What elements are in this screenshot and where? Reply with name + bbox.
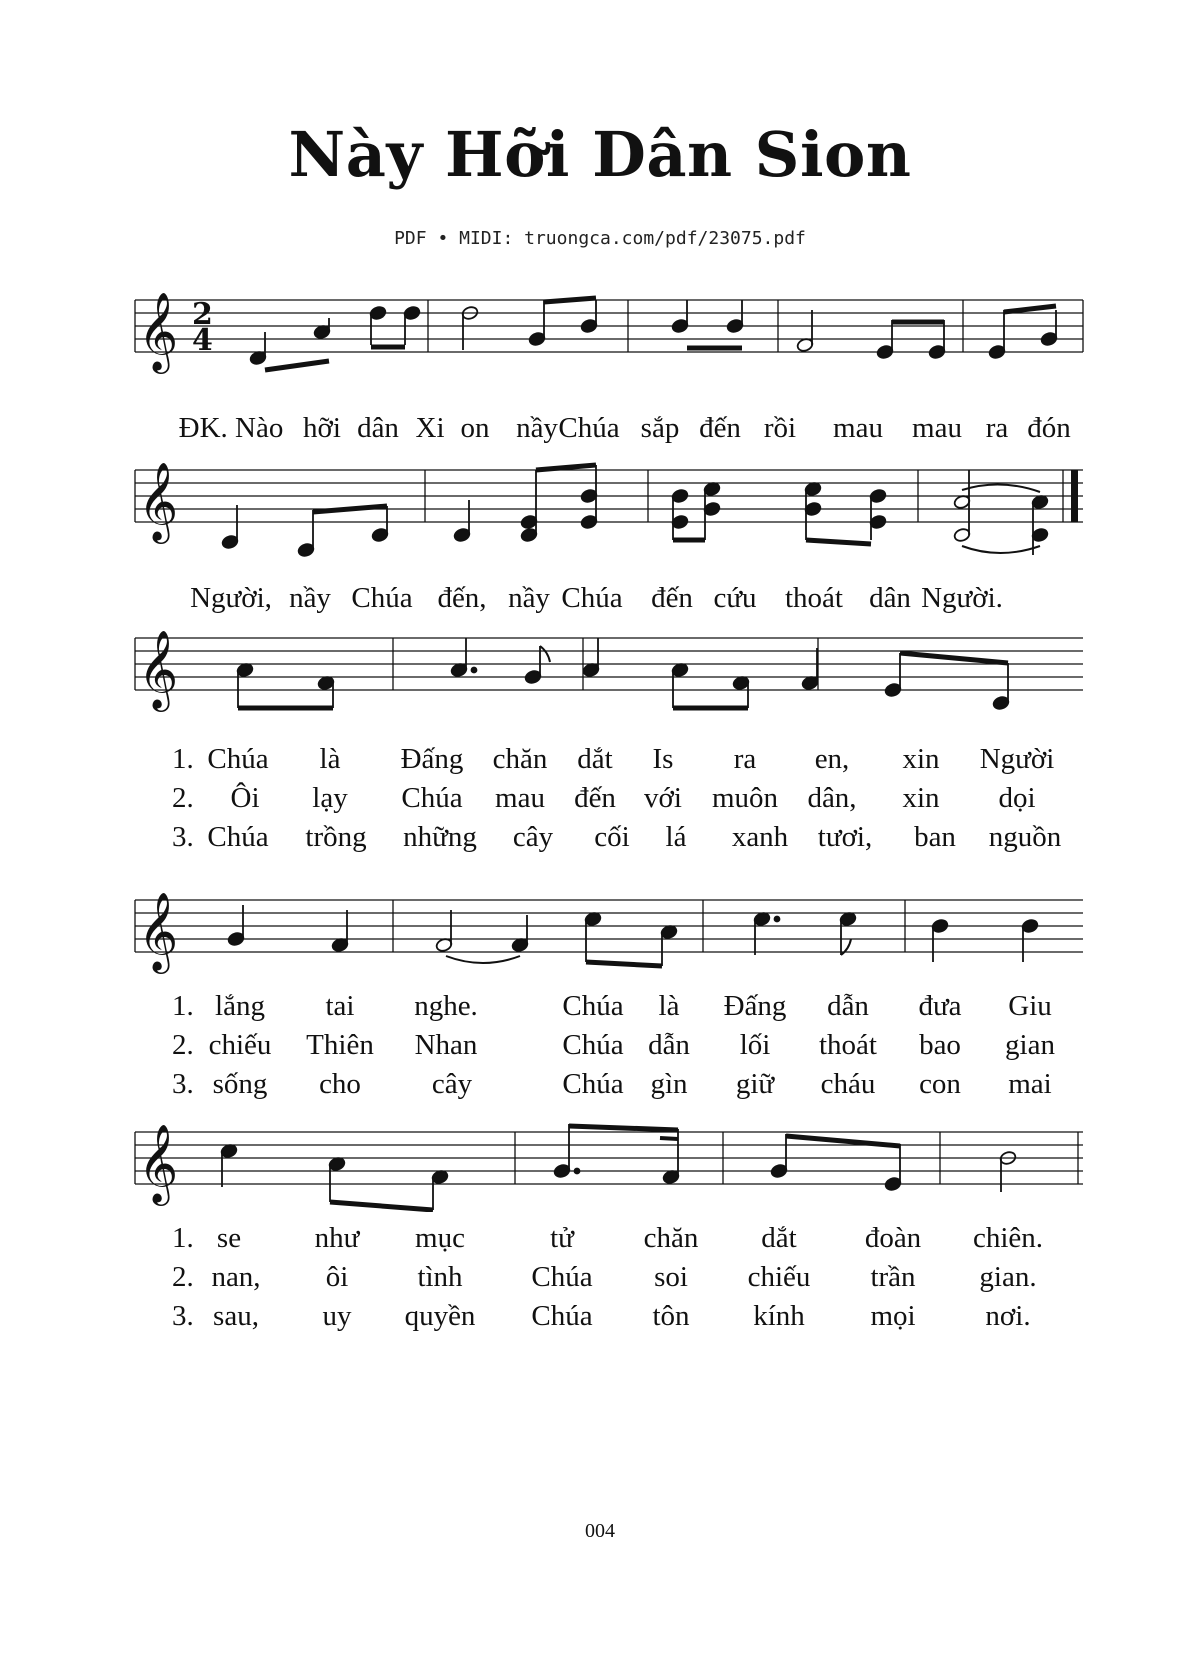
lyric-syllable: Chúa — [531, 1261, 593, 1293]
lyric-line — [0, 782, 1200, 822]
lyric-syllable: mau — [833, 412, 883, 444]
verse-number: 1. — [172, 990, 194, 1022]
lyric-line — [0, 821, 1200, 861]
staff-system-2 — [0, 440, 1200, 614]
lyric-syllable: cháu — [820, 1068, 876, 1100]
lyric-syllable: trồng — [305, 821, 367, 853]
lyric-syllable: chăn — [492, 743, 548, 775]
lyric-syllable: giữ — [735, 1068, 775, 1100]
lyric-syllable: Chúa — [562, 990, 624, 1022]
lyric-syllable: nơi. — [985, 1300, 1031, 1332]
treble-clef: 𝄞 — [138, 630, 179, 709]
lyric-syllable: chiếu — [747, 1261, 811, 1293]
lyric-syllable: là — [319, 743, 341, 775]
verse-number: 3. — [172, 1300, 194, 1332]
staff-system-1 — [0, 270, 1200, 444]
page-number: 004 — [585, 1520, 615, 1542]
lyric-syllable: nguồn — [988, 821, 1062, 853]
lyric-syllable: nầy — [516, 412, 558, 444]
lyric-syllable: ban — [914, 821, 956, 853]
lyric-syllable: gian. — [979, 1261, 1037, 1293]
lyric-syllable: uy — [322, 1300, 352, 1332]
lyric-syllable: mau — [912, 412, 962, 444]
lyric-syllable: những — [403, 821, 477, 853]
staff-3 — [0, 608, 1200, 718]
lyric-line — [0, 1300, 1200, 1340]
lyric-syllable: Chúa — [207, 821, 269, 853]
lyric-syllable: ôi — [325, 1261, 349, 1293]
treble-clef: 𝄞 — [138, 892, 179, 971]
lyric-syllable: tôn — [652, 1300, 690, 1332]
lyric-line — [0, 1222, 1200, 1262]
lyric-syllable: Đấng — [723, 990, 787, 1022]
lyric-syllable: dẫn — [827, 990, 869, 1022]
lyric-syllable: Chúa — [351, 582, 413, 614]
lyric-syllable: quyền — [404, 1300, 476, 1332]
song-title: Này Hỡi Dân Sion — [288, 118, 912, 191]
lyric-syllable: dân — [357, 412, 399, 444]
lyric-syllable: dắt — [761, 1222, 797, 1254]
lyric-syllable: sống — [212, 1068, 268, 1100]
lyric-syllable: nan, — [211, 1261, 261, 1293]
lyric-line — [0, 743, 1200, 783]
verse-number: 3. — [172, 821, 194, 853]
lyric-syllable: Chúa — [207, 743, 269, 775]
lyric-syllable: ra — [985, 412, 1009, 444]
lyric-syllable: xanh — [731, 821, 789, 853]
lyric-syllable: rồi — [763, 412, 797, 444]
lyric-syllable: đưa — [918, 990, 962, 1022]
verse-number: 1. — [172, 743, 194, 775]
lyric-syllable: soi — [654, 1261, 688, 1293]
lyric-syllable: tử — [550, 1222, 574, 1254]
lyric-syllable: lối — [739, 1029, 771, 1061]
lyric-syllable: Chúa — [401, 782, 463, 814]
verse-number: 2. — [172, 1261, 194, 1293]
treble-clef: 𝄞 — [138, 462, 179, 541]
lyric-syllable: đến — [699, 412, 741, 444]
lyric-syllable: đến — [651, 582, 693, 614]
lyric-syllable: Chúa — [562, 1029, 624, 1061]
tie — [962, 546, 1040, 553]
verse-number: 3. — [172, 1068, 194, 1100]
lyric-syllable: dân, — [807, 782, 857, 814]
lyric-syllable: nầy — [508, 582, 550, 614]
lyric-syllable: Is — [652, 743, 674, 775]
lyric-syllable: dân — [869, 582, 911, 614]
staff-1 — [0, 270, 1200, 380]
lyric-syllable: đoàn — [864, 1222, 922, 1254]
lyric-syllable: Xi — [415, 412, 445, 444]
lyric-syllable: se — [216, 1222, 242, 1254]
lyric-syllable: đến — [574, 782, 616, 814]
lyric-syllable: en, — [814, 743, 850, 775]
lyric-syllable: Giu — [1008, 990, 1052, 1022]
treble-clef: 𝄞 — [138, 292, 179, 371]
lyric-syllable: thoát — [785, 582, 843, 614]
lyric-syllable: Chúa — [531, 1300, 593, 1332]
staff-system-3 — [0, 608, 1200, 858]
lyric-syllable: Thiên — [306, 1029, 374, 1061]
lyric-syllable: on — [460, 412, 490, 444]
lyric-syllable: tươi, — [817, 821, 873, 853]
lyric-line — [0, 1029, 1200, 1069]
lyric-syllable: ĐK. Nào — [178, 412, 284, 444]
staff-system-4 — [0, 870, 1200, 1100]
lyric-syllable: muôn — [711, 782, 779, 814]
lyric-syllable: lạy — [312, 782, 348, 814]
lyric-syllable: chăn — [643, 1222, 699, 1254]
lyric-syllable: Chúa — [562, 1068, 624, 1100]
lyric-syllable: dọi — [998, 782, 1036, 814]
lyric-syllable: Chúa — [558, 412, 620, 444]
lyric-line — [0, 1261, 1200, 1301]
lyric-syllable: dắt — [577, 743, 613, 775]
lyric-syllable: thoát — [819, 1029, 877, 1061]
treble-clef: 𝄞 — [138, 1124, 179, 1203]
lyric-syllable: dẫn — [648, 1029, 690, 1061]
time-signature-top: 2 — [192, 297, 213, 332]
lyric-syllable: trần — [870, 1261, 916, 1293]
lyric-syllable: chiếu — [208, 1029, 272, 1061]
lyric-syllable: nầy — [289, 582, 331, 614]
verse-number: 1. — [172, 1222, 194, 1254]
lyric-syllable: chiên. — [972, 1222, 1044, 1254]
staff-5 — [0, 1102, 1200, 1212]
lyric-syllable: Ôi — [230, 782, 260, 814]
staff-system-5 — [0, 1102, 1200, 1352]
source-link[interactable]: PDF • MIDI: truongca.com/pdf/23075.pdf — [394, 228, 806, 249]
lyric-syllable: mục — [415, 1222, 465, 1254]
lyric-syllable: xin — [902, 782, 940, 814]
lyric-syllable: với — [644, 782, 682, 814]
lyric-syllable: Nhan — [414, 1029, 478, 1061]
lyric-syllable: cối — [594, 821, 630, 853]
lyric-syllable: ra — [733, 743, 757, 775]
lyric-syllable: sau, — [213, 1300, 259, 1332]
lyric-syllable: đến, — [437, 582, 487, 614]
tie — [962, 484, 1040, 492]
lyric-syllable: cho — [319, 1068, 361, 1100]
lyric-line — [0, 990, 1200, 1030]
staff-4 — [0, 870, 1200, 980]
lyric-syllable: lắng — [215, 990, 265, 1022]
time-signature-bottom: 4 — [192, 323, 213, 358]
lyric-syllable: đón — [1027, 412, 1071, 444]
verse-number: 2. — [172, 1029, 194, 1061]
lyric-syllable: hỡi — [303, 412, 341, 444]
lyric-syllable: tình — [417, 1261, 463, 1293]
lyric-syllable: gian — [1005, 1029, 1055, 1061]
tie — [446, 956, 520, 963]
lyric-syllable: mọi — [870, 1300, 916, 1332]
lyric-syllable: là — [658, 990, 680, 1022]
lyric-syllable: cứu — [713, 582, 757, 614]
lyric-syllable: Người, — [190, 582, 272, 614]
lyric-syllable: lá — [665, 821, 687, 853]
lyric-syllable: sắp — [640, 412, 680, 444]
lyric-syllable: mai — [1008, 1068, 1052, 1100]
lyric-syllable: xin — [902, 743, 940, 775]
verse-number: 2. — [172, 782, 194, 814]
lyric-syllable: con — [919, 1068, 961, 1100]
lyric-syllable: nghe. — [414, 990, 478, 1022]
lyric-syllable: mau — [495, 782, 545, 814]
lyric-syllable: Chúa — [561, 582, 623, 614]
lyric-syllable: cây — [431, 1068, 473, 1100]
lyric-syllable: kính — [753, 1300, 805, 1332]
lyric-syllable: Người. — [921, 582, 1003, 614]
lyric-syllable: như — [314, 1222, 360, 1254]
lyric-syllable: cây — [512, 821, 554, 853]
staff-2 — [0, 440, 1200, 560]
lyric-syllable: tai — [325, 990, 355, 1022]
lyric-syllable: Người — [979, 743, 1055, 775]
lyric-syllable: gìn — [650, 1068, 688, 1100]
lyric-syllable: Đấng — [400, 743, 464, 775]
lyric-syllable: bao — [919, 1029, 961, 1061]
